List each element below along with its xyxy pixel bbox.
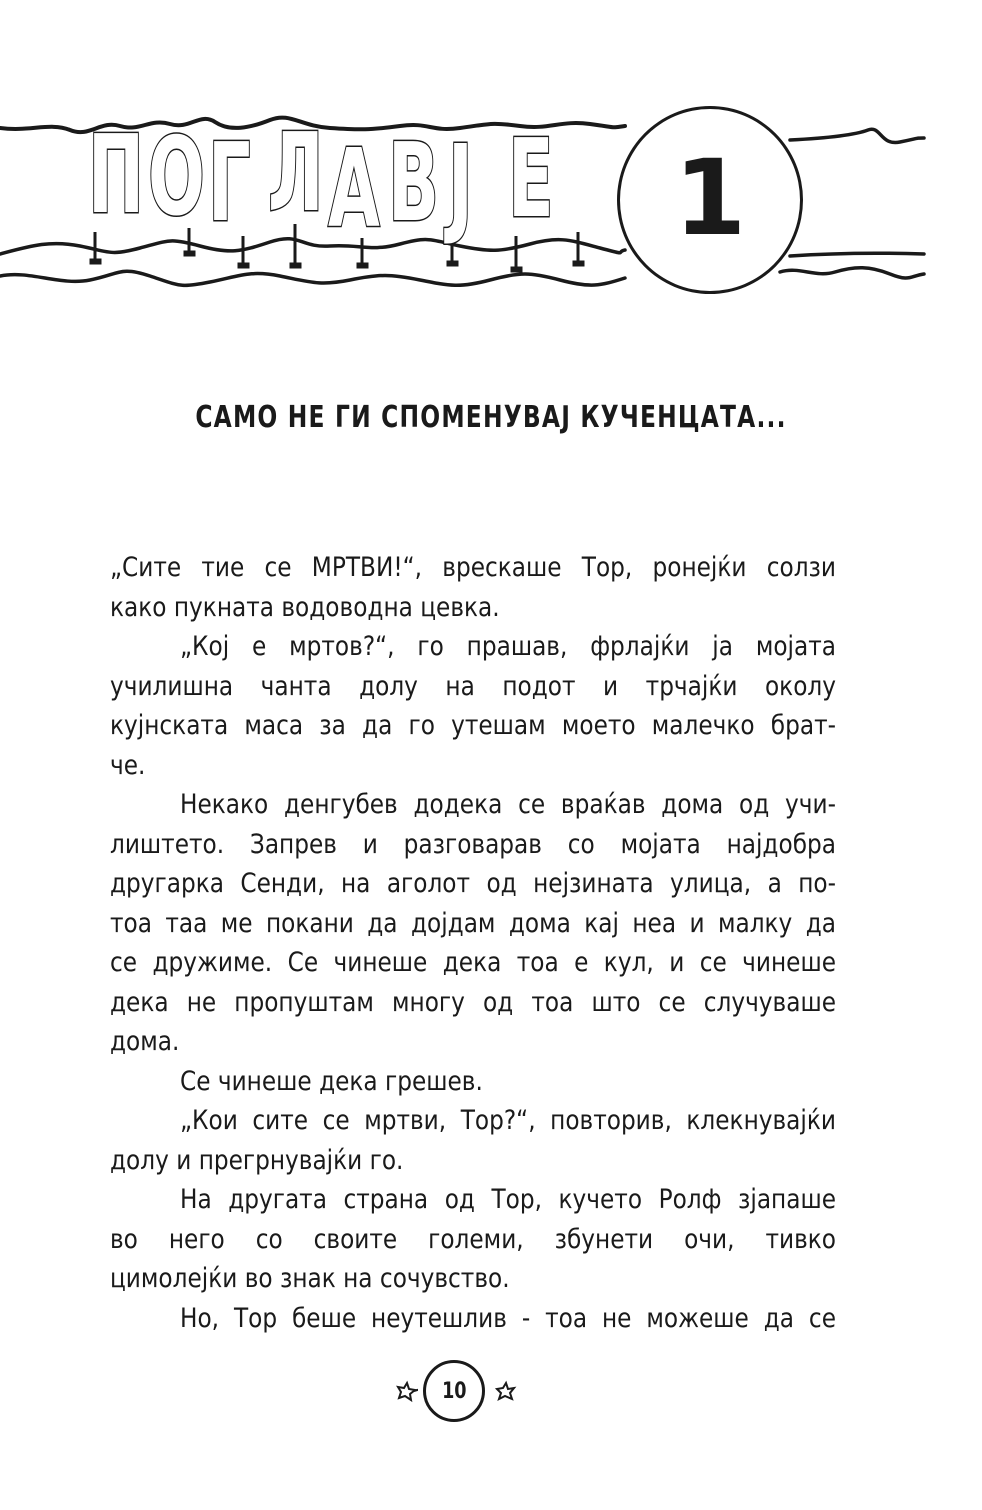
chapter-letter: В [388, 121, 440, 246]
chapter-letter: Л [268, 111, 324, 236]
text-line: „Кој е мртов?“, го прашав, фрлајќи ја мојата [179, 631, 836, 662]
chapter-banner [0, 80, 982, 320]
text-line: долу и прегрнувајќи го. [110, 1144, 404, 1176]
text-line: училишна чанта долу на подот и трчајќи околу [110, 670, 836, 702]
text-line: „Сите тие се МРТВИ!“, врескаше Тор, ронејќи солзи [110, 552, 836, 583]
chapter-letter: П [88, 113, 145, 238]
text-line: Се чинеше дека грешев. [179, 1065, 483, 1097]
text-line: се дружиме. Се чинеше дека тоа е кул, и се чинеше [110, 947, 836, 978]
page-number-ornament [390, 1360, 520, 1422]
text-line: другарка Сенди, на аголот од нејзината улица, а по- [110, 868, 836, 899]
text-line: кујнската маса за да го утешам моето малечко брат- [110, 710, 836, 741]
text-line: Некако денгубев додека се враќав дома од учи- [179, 789, 836, 820]
page-number-badge [423, 1360, 485, 1422]
text-line: тоа таа ме покани да дојдам дома кај неа и малку да [110, 907, 836, 939]
text-line: цимолејќи во знак на сочувство. [110, 1263, 510, 1294]
chapter-subtitle: САМО НЕ ГИ СПОМЕНУВАЈ КУЧЕНЦАТА... [195, 400, 787, 435]
star-icon [394, 1379, 418, 1403]
chapter-letter: О [148, 115, 205, 240]
text-line: дома. [110, 1026, 180, 1057]
text-line: „Кои сите се мртви, Тор?“, повторив, клекнувајќи [179, 1105, 836, 1136]
text-line: Но, Тор беше неутешлив - тоа не можеше да се [179, 1302, 836, 1334]
chapter-number: 1 [673, 137, 747, 259]
text-line: дека не пропуштам многу од тоа што се случуваше [110, 986, 836, 1018]
chapter-letter: Е [508, 117, 554, 242]
chapter-letter: Ј [448, 123, 473, 248]
star-icon [493, 1379, 517, 1403]
body-text [110, 548, 836, 1338]
text-line: На другата страна од Тор, кучето Ролф зјапаше [179, 1184, 836, 1215]
chapter-letter: А [328, 127, 380, 252]
chapter-label [88, 111, 568, 260]
text-line: лиштето. Запрев и разговарав со мојата најдобра [110, 828, 836, 860]
chapter-number-badge [617, 106, 803, 294]
text-line: како пукната водоводна цевка. [110, 591, 500, 623]
chapter-letter: Г [208, 121, 251, 246]
text-line: во него со своите големи, збунети очи, тивко [110, 1223, 836, 1255]
text-line: че. [110, 749, 146, 781]
page-number: 10 [441, 1378, 467, 1404]
